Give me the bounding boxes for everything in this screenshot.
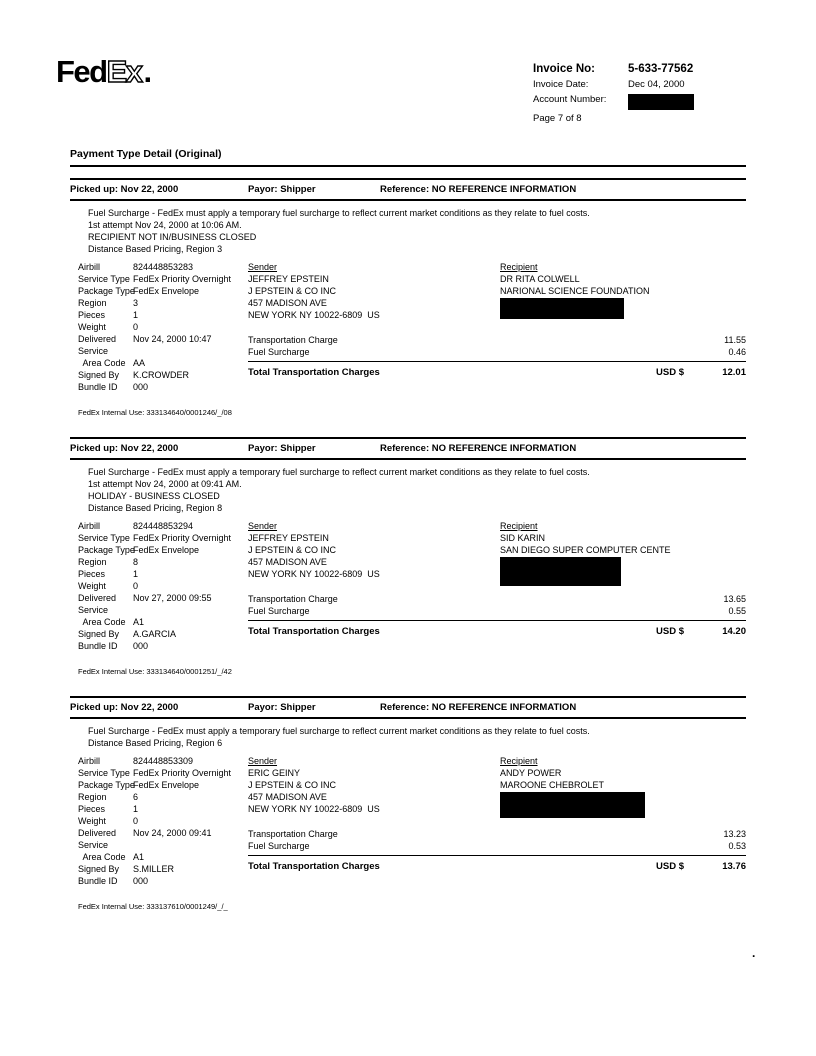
detail-row bbox=[78, 851, 248, 863]
internal-use-note: FedEx Internal Use: 333137610/0001249/_/_ bbox=[78, 902, 228, 911]
currency-label: USD $ bbox=[656, 626, 684, 637]
detail-label: Service Type bbox=[78, 533, 130, 543]
detail-label: Airbill bbox=[78, 521, 101, 531]
detail-row bbox=[78, 345, 248, 357]
sender-heading: Sender bbox=[248, 756, 278, 766]
charge-amount: 0.55 bbox=[728, 606, 746, 616]
recipient-lines bbox=[500, 532, 746, 556]
recipient-line: NARIONAL SCIENCE FOUNDATION bbox=[500, 286, 650, 296]
detail-row bbox=[78, 333, 248, 345]
detail-label: Service bbox=[78, 840, 109, 850]
detail-label: Area Code bbox=[78, 617, 126, 627]
detail-row bbox=[78, 532, 248, 544]
detail-row bbox=[78, 791, 248, 803]
reference-text: Reference: NO REFERENCE INFORMATION bbox=[380, 443, 577, 454]
detail-row bbox=[78, 357, 248, 369]
detail-value: Nov 24, 2000 09:41 bbox=[133, 828, 212, 838]
detail-row bbox=[78, 863, 248, 875]
note-line: Distance Based Pricing, Region 6 bbox=[88, 738, 223, 748]
charge-amount: 0.46 bbox=[728, 347, 746, 357]
account-redaction-box bbox=[628, 94, 694, 110]
note-line: Fuel Surcharge - FedEx must apply a temporary fuel surcharge to reflect current market conditions as they relate to fuel costs. bbox=[88, 726, 590, 736]
sender-line: 457 MADISON AVE bbox=[248, 792, 327, 802]
invoice-no-label: Invoice No: bbox=[533, 63, 595, 75]
shipment-body bbox=[70, 755, 746, 887]
section-header-row bbox=[70, 178, 746, 201]
logo-ex-text: Ex bbox=[106, 54, 142, 89]
detail-label: Weight bbox=[78, 581, 106, 591]
sender-line: NEW YORK NY 10022-6809 US bbox=[248, 804, 380, 814]
detail-value: K.CROWDER bbox=[133, 370, 189, 380]
detail-label: Area Code bbox=[78, 852, 126, 862]
shipment-details bbox=[70, 261, 248, 393]
sender-line: JEFFREY EPSTEIN bbox=[248, 533, 329, 543]
invoice-date-value: Dec 04, 2000 bbox=[628, 79, 685, 90]
sender-line: JEFFREY EPSTEIN bbox=[248, 274, 329, 284]
invoice-no-value: 5-633-77562 bbox=[628, 63, 694, 75]
payor-text: Payor: Shipper bbox=[248, 184, 316, 195]
recipient-line: SAN DIEGO SUPER COMPUTER CENTE bbox=[500, 545, 671, 555]
detail-value: FedEx Envelope bbox=[133, 545, 200, 555]
sender-line: 457 MADISON AVE bbox=[248, 557, 327, 567]
detail-value: 000 bbox=[133, 641, 149, 651]
charge-label: Transportation Charge bbox=[248, 594, 338, 604]
stray-dot: . bbox=[752, 946, 756, 960]
detail-row bbox=[78, 827, 248, 839]
detail-row bbox=[78, 297, 248, 309]
detail-value: 1 bbox=[133, 310, 139, 320]
shipment-notes bbox=[88, 466, 746, 514]
parties-row bbox=[248, 755, 746, 815]
note-line: HOLIDAY - BUSINESS CLOSED bbox=[88, 491, 220, 501]
detail-value: S.MILLER bbox=[133, 864, 175, 874]
detail-value: 8 bbox=[133, 557, 139, 567]
recipient-redaction-box bbox=[500, 298, 624, 319]
charge-label: Fuel Surcharge bbox=[248, 841, 310, 851]
note-line: Fuel Surcharge - FedEx must apply a temporary fuel surcharge to reflect current market conditions as they relate to fuel costs. bbox=[88, 467, 590, 477]
recipient-heading: Recipient bbox=[500, 756, 538, 766]
shipment-details bbox=[70, 520, 248, 652]
sender-line: NEW YORK NY 10022-6809 US bbox=[248, 569, 380, 579]
detail-row bbox=[78, 803, 248, 815]
detail-label: Delivered bbox=[78, 828, 117, 838]
shipment-notes bbox=[88, 725, 746, 749]
detail-value: FedEx Priority Overnight bbox=[133, 533, 232, 543]
detail-row bbox=[78, 755, 248, 767]
sender-line: J EPSTEIN & CO INC bbox=[248, 545, 337, 555]
page-number-row bbox=[533, 113, 763, 125]
detail-label: Airbill bbox=[78, 262, 101, 272]
detail-value bbox=[133, 345, 248, 357]
detail-value: AA bbox=[133, 358, 146, 368]
recipient-line: SID KARIN bbox=[500, 533, 546, 543]
detail-label: Package Type bbox=[78, 780, 135, 790]
reference-text: Reference: NO REFERENCE INFORMATION bbox=[380, 702, 577, 713]
sender-block bbox=[248, 261, 500, 321]
payor-text: Payor: Shipper bbox=[248, 443, 316, 454]
charge-label: Fuel Surcharge bbox=[248, 347, 310, 357]
parties-row bbox=[248, 520, 746, 580]
note-line: Distance Based Pricing, Region 8 bbox=[88, 503, 223, 513]
detail-label: Signed By bbox=[78, 864, 120, 874]
sender-line: NEW YORK NY 10022-6809 US bbox=[248, 310, 380, 320]
charge-rows bbox=[248, 334, 746, 358]
detail-row bbox=[78, 381, 248, 393]
fedex-logo bbox=[56, 54, 152, 90]
detail-label: Airbill bbox=[78, 756, 101, 766]
detail-row bbox=[78, 616, 248, 628]
detail-value: 824448853294 bbox=[133, 521, 194, 531]
total-amount: 12.01 bbox=[722, 367, 746, 378]
note-line: Fuel Surcharge - FedEx must apply a temporary fuel surcharge to reflect current market conditions as they relate to fuel costs. bbox=[88, 208, 590, 218]
detail-row bbox=[78, 580, 248, 592]
page-title: Payment Type Detail (Original) bbox=[70, 148, 746, 167]
shipment-body bbox=[70, 261, 746, 393]
sender-block bbox=[248, 755, 500, 815]
account-number-row bbox=[533, 94, 763, 110]
picked-up-text: Picked up: Nov 22, 2000 bbox=[70, 702, 179, 713]
recipient-line: DR RITA COLWELL bbox=[500, 274, 580, 284]
sender-line: 457 MADISON AVE bbox=[248, 298, 327, 308]
detail-label: Service bbox=[78, 605, 109, 615]
detail-row bbox=[78, 604, 248, 616]
section-right-column bbox=[248, 520, 746, 652]
detail-row bbox=[78, 592, 248, 604]
detail-value: 824448853283 bbox=[133, 262, 194, 272]
charges-block bbox=[248, 828, 746, 872]
invoice-no-row bbox=[533, 62, 763, 76]
detail-value: A1 bbox=[133, 852, 145, 862]
recipient-redaction-box bbox=[500, 792, 645, 818]
shipment-section bbox=[70, 437, 746, 676]
page-number-text: Page 7 of 8 bbox=[533, 113, 582, 124]
charges-block bbox=[248, 593, 746, 637]
charge-row bbox=[248, 840, 746, 852]
detail-row bbox=[78, 767, 248, 779]
recipient-block bbox=[500, 755, 746, 815]
detail-value bbox=[133, 604, 248, 616]
section-right-column bbox=[248, 261, 746, 393]
recipient-line: ANDY POWER bbox=[500, 768, 562, 778]
detail-value: FedEx Envelope bbox=[133, 286, 200, 296]
picked-up-text: Picked up: Nov 22, 2000 bbox=[70, 443, 179, 454]
sender-block bbox=[248, 520, 500, 580]
detail-value: Nov 27, 2000 09:55 bbox=[133, 593, 212, 603]
detail-label: Pieces bbox=[78, 804, 106, 814]
total-label: Total Transportation Charges bbox=[248, 367, 380, 378]
shipment-details bbox=[70, 755, 248, 887]
total-label: Total Transportation Charges bbox=[248, 626, 380, 637]
detail-row bbox=[78, 568, 248, 580]
detail-row bbox=[78, 556, 248, 568]
detail-row bbox=[78, 875, 248, 887]
detail-label: Package Type bbox=[78, 545, 135, 555]
detail-row bbox=[78, 628, 248, 640]
logo-period: . bbox=[143, 54, 153, 89]
detail-label: Delivered bbox=[78, 593, 117, 603]
detail-label: Service Type bbox=[78, 274, 130, 284]
internal-use-note: FedEx Internal Use: 333134640/0001251/_/42 bbox=[78, 667, 232, 676]
detail-row bbox=[78, 839, 248, 851]
charge-amount: 11.55 bbox=[724, 335, 746, 345]
detail-value: FedEx Priority Overnight bbox=[133, 274, 232, 284]
charge-row bbox=[248, 346, 746, 358]
detail-value: FedEx Priority Overnight bbox=[133, 768, 232, 778]
charge-rows bbox=[248, 828, 746, 852]
detail-value: A.GARCIA bbox=[133, 629, 177, 639]
charge-row bbox=[248, 334, 746, 346]
note-line: Distance Based Pricing, Region 3 bbox=[88, 244, 223, 254]
detail-label: Pieces bbox=[78, 310, 106, 320]
detail-row bbox=[78, 369, 248, 381]
detail-value: 1 bbox=[133, 804, 139, 814]
recipient-block bbox=[500, 520, 746, 580]
charge-row bbox=[248, 593, 746, 605]
section-header-row bbox=[70, 696, 746, 719]
detail-label: Package Type bbox=[78, 286, 135, 296]
detail-value: Nov 24, 2000 10:47 bbox=[133, 334, 212, 344]
detail-value: 000 bbox=[133, 382, 149, 392]
detail-value: 1 bbox=[133, 569, 139, 579]
detail-value: FedEx Envelope bbox=[133, 780, 200, 790]
sender-heading: Sender bbox=[248, 521, 278, 531]
detail-row bbox=[78, 261, 248, 273]
detail-label: Service bbox=[78, 346, 109, 356]
currency-label: USD $ bbox=[656, 861, 684, 872]
detail-row bbox=[78, 544, 248, 556]
note-line: 1st attempt Nov 24, 2000 at 10:06 AM. bbox=[88, 220, 242, 230]
account-number-value bbox=[628, 94, 763, 110]
detail-label: Weight bbox=[78, 816, 106, 826]
detail-value: 000 bbox=[133, 876, 149, 886]
detail-value: 824448853309 bbox=[133, 756, 194, 766]
charges-block bbox=[248, 334, 746, 378]
shipment-section bbox=[70, 178, 746, 417]
detail-label: Bundle ID bbox=[78, 876, 118, 886]
recipient-redaction-box bbox=[500, 557, 621, 586]
reference-text: Reference: NO REFERENCE INFORMATION bbox=[380, 184, 577, 195]
payor-text: Payor: Shipper bbox=[248, 702, 316, 713]
detail-value: A1 bbox=[133, 617, 145, 627]
section-header-row bbox=[70, 437, 746, 460]
parties-row bbox=[248, 261, 746, 321]
detail-value: 6 bbox=[133, 792, 139, 802]
sender-lines bbox=[248, 273, 500, 321]
sender-lines bbox=[248, 532, 500, 580]
detail-row bbox=[78, 815, 248, 827]
charge-label: Transportation Charge bbox=[248, 335, 338, 345]
sender-line: ERIC GEINY bbox=[248, 768, 301, 778]
note-line: RECIPIENT NOT IN/BUSINESS CLOSED bbox=[88, 232, 257, 242]
detail-label: Region bbox=[78, 557, 107, 567]
sender-line: J EPSTEIN & CO INC bbox=[248, 780, 337, 790]
detail-label: Weight bbox=[78, 322, 106, 332]
detail-label: Bundle ID bbox=[78, 382, 118, 392]
account-number-label: Account Number: bbox=[533, 94, 607, 105]
detail-label: Region bbox=[78, 298, 107, 308]
detail-value: 0 bbox=[133, 581, 139, 591]
invoice-date-label: Invoice Date: bbox=[533, 79, 589, 90]
currency-label: USD $ bbox=[656, 367, 684, 378]
charge-label: Transportation Charge bbox=[248, 829, 338, 839]
charge-amount: 0.53 bbox=[728, 841, 746, 851]
sender-line: J EPSTEIN & CO INC bbox=[248, 286, 337, 296]
detail-value: 3 bbox=[133, 298, 139, 308]
recipient-lines bbox=[500, 273, 746, 297]
detail-row bbox=[78, 309, 248, 321]
sender-heading: Sender bbox=[248, 262, 278, 272]
recipient-lines bbox=[500, 767, 746, 791]
recipient-block bbox=[500, 261, 746, 321]
total-amount: 13.76 bbox=[722, 861, 746, 872]
detail-label: Area Code bbox=[78, 358, 126, 368]
invoice-header bbox=[533, 62, 763, 128]
detail-value: 0 bbox=[133, 322, 139, 332]
charge-rows bbox=[248, 593, 746, 617]
detail-row bbox=[78, 321, 248, 333]
recipient-line: MAROONE CHEBROLET bbox=[500, 780, 605, 790]
logo-fed-text: Fed bbox=[56, 54, 107, 89]
section-right-column bbox=[248, 755, 746, 887]
detail-label: Pieces bbox=[78, 569, 106, 579]
recipient-heading: Recipient bbox=[500, 521, 538, 531]
detail-value bbox=[133, 839, 248, 851]
detail-label: Service Type bbox=[78, 768, 130, 778]
shipment-notes bbox=[88, 207, 746, 255]
picked-up-text: Picked up: Nov 22, 2000 bbox=[70, 184, 179, 195]
detail-label: Signed By bbox=[78, 629, 120, 639]
internal-use-note: FedEx Internal Use: 333134640/0001246/_/08 bbox=[78, 408, 232, 417]
charge-amount: 13.23 bbox=[723, 829, 746, 839]
charge-row bbox=[248, 828, 746, 840]
total-label: Total Transportation Charges bbox=[248, 861, 380, 872]
detail-row bbox=[78, 285, 248, 297]
note-line: 1st attempt Nov 24, 2000 at 09:41 AM. bbox=[88, 479, 242, 489]
shipment-section bbox=[70, 696, 746, 911]
detail-label: Signed By bbox=[78, 370, 120, 380]
invoice-date-row bbox=[533, 79, 763, 91]
detail-row bbox=[78, 273, 248, 285]
total-row bbox=[248, 362, 746, 378]
total-amount: 14.20 bbox=[722, 626, 746, 637]
detail-label: Delivered bbox=[78, 334, 117, 344]
detail-row bbox=[78, 779, 248, 791]
detail-label: Region bbox=[78, 792, 107, 802]
total-row bbox=[248, 621, 746, 637]
charge-row bbox=[248, 605, 746, 617]
detail-value: 0 bbox=[133, 816, 139, 826]
charge-label: Fuel Surcharge bbox=[248, 606, 310, 616]
detail-row bbox=[78, 640, 248, 652]
total-row bbox=[248, 856, 746, 872]
charge-amount: 13.65 bbox=[723, 594, 746, 604]
shipment-body bbox=[70, 520, 746, 652]
detail-row bbox=[78, 520, 248, 532]
detail-label: Bundle ID bbox=[78, 641, 118, 651]
sender-lines bbox=[248, 767, 500, 815]
recipient-heading: Recipient bbox=[500, 262, 538, 272]
